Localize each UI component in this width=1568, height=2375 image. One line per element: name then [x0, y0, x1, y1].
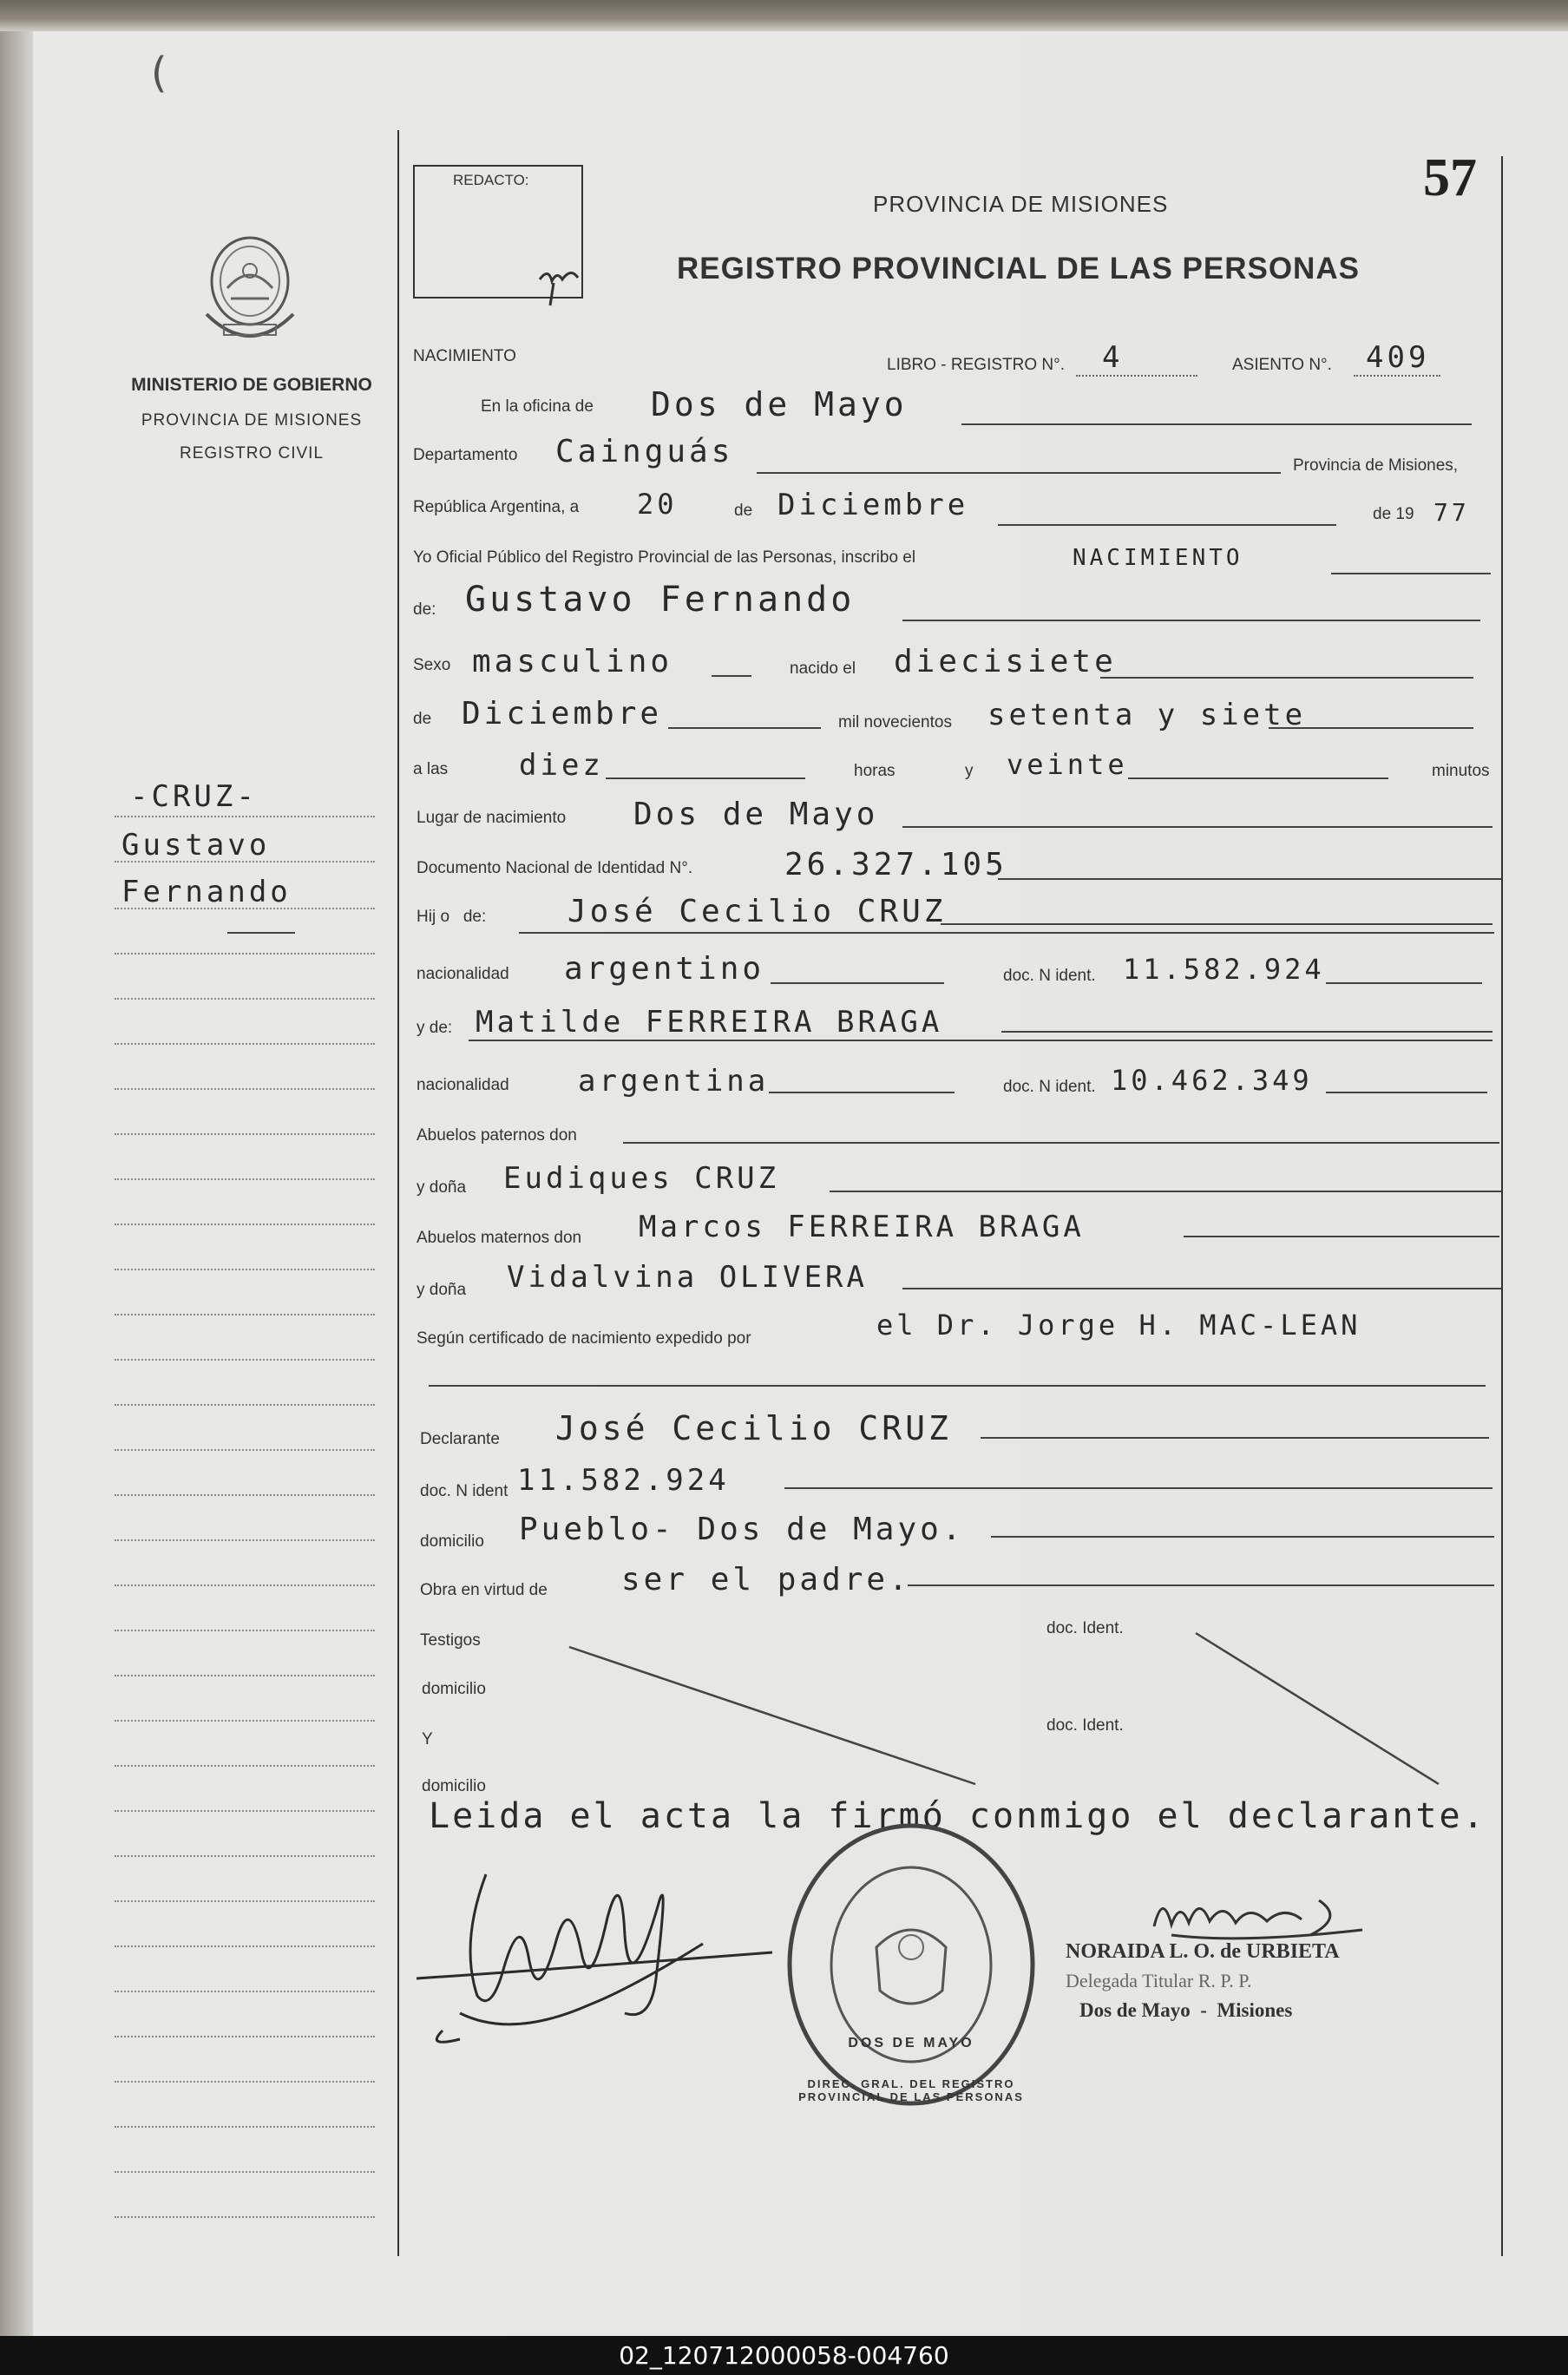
y-label: y [965, 762, 974, 780]
ab-mat-dona-underline [902, 1288, 1501, 1289]
official-stamp [781, 1817, 1041, 2112]
margin-dotted-line [115, 1043, 375, 1045]
alas-label: a las [413, 760, 449, 778]
obra-label: Obra en virtud de [420, 1581, 548, 1599]
mother-underline-2 [469, 1040, 1493, 1041]
redacto-initial-mark [536, 260, 588, 312]
margin-dotted-line [115, 1900, 375, 1902]
nac1-value: argentino [564, 951, 765, 987]
doc2-underline [1326, 1092, 1487, 1093]
nacido-label: nacido el [790, 659, 856, 678]
margin-first-name: Gustavo [121, 828, 271, 863]
republica-label: República Argentina, a [413, 498, 580, 516]
header-title: REGISTRO PROVINCIAL DE LAS PERSONAS [677, 252, 1360, 285]
margin-dotted-line [115, 2171, 375, 2173]
ab-mat-label: Abuelos maternos don [417, 1229, 582, 1247]
yo-underline [1331, 573, 1491, 574]
ab-pat-dona-value: Eudiques CRUZ [503, 1161, 780, 1196]
ab-pat-underline [623, 1142, 1499, 1144]
libro-value: 4 [1102, 340, 1124, 375]
margin-dotted-line [115, 998, 375, 1000]
scan-id-footer: 02_120712000058-004760 [0, 2336, 1568, 2375]
header-province: PROVINCIA DE MISIONES [873, 191, 1169, 217]
margin-dotted-line [115, 2036, 375, 2037]
ab-pat-dona-underline [830, 1191, 1501, 1192]
margin-dotted-line [115, 1314, 375, 1315]
de2-label: de: [413, 600, 436, 619]
doc2-label: doc. N ident. [1003, 1078, 1096, 1096]
mil-underline [1269, 727, 1473, 729]
nac1-label: nacionalidad [417, 965, 509, 983]
hora-underline [606, 777, 805, 779]
yo-value: NACIMIENTO [1073, 545, 1243, 571]
coat-of-arms-emblem [189, 227, 311, 358]
margin-dotted-line [115, 1991, 375, 1992]
child-name-value: Gustavo Fernando [465, 580, 856, 620]
margin-dotted-line [115, 2081, 375, 2083]
margin-dotted-line [115, 1855, 375, 1857]
sexo-underline [712, 675, 751, 677]
margin-dotted-line [115, 1675, 375, 1676]
departamento-underline [757, 472, 1281, 474]
ydona1-label: y doña [417, 1178, 467, 1197]
margin-dotted-line [115, 1720, 375, 1722]
margin-dotted-line [115, 2126, 375, 2128]
asiento-label: ASIENTO N°. [1232, 356, 1332, 374]
mil-value: setenta y siete [987, 698, 1307, 732]
doc-ident-2-label: doc. Ident. [1046, 1716, 1124, 1735]
ministry-label: MINISTERIO DE GOBIERNO [131, 375, 372, 395]
minutos-underline [1128, 777, 1388, 779]
margin-second-name: Fernando [121, 875, 292, 909]
margin-dotted-line [115, 1584, 375, 1586]
de-label: de [734, 502, 753, 520]
margin-underline [227, 932, 295, 934]
margin-surname: -CRUZ- [130, 779, 258, 814]
domicilio-value: Pueblo- Dos de Mayo. [519, 1512, 965, 1547]
father-value: José Cecilio CRUZ [567, 894, 947, 929]
declarante-underline [981, 1437, 1489, 1439]
lugar-underline [902, 826, 1493, 828]
domicilio3-label: domicilio [422, 1777, 486, 1795]
nac2-value: argentina [578, 1064, 770, 1099]
hijo-label: Hij o de: [417, 908, 487, 926]
margin-dotted-line [115, 1539, 375, 1541]
yo-label: Yo Oficial Público del Registro Provincial de las Personas, inscribo el [413, 548, 916, 567]
doc3-underline [784, 1487, 1493, 1489]
cert-value: el Dr. Jorge H. MAC-LEAN [876, 1309, 1361, 1342]
cert-underline [429, 1385, 1486, 1387]
nac1-underline [771, 982, 944, 984]
margin-dotted-line [115, 1765, 375, 1767]
margin-dotted-line [115, 1630, 375, 1631]
margin-dotted-line [115, 861, 375, 863]
margin-dotted-line [115, 1810, 375, 1812]
dni-label: Documento Nacional de Identidad N°. [417, 859, 693, 877]
margin-dotted-line [115, 816, 375, 817]
frame-left-line [397, 130, 399, 2256]
redacto-box [413, 165, 583, 299]
domicilio2-label: domicilio [422, 1680, 486, 1698]
ydona2-label: y doña [417, 1281, 467, 1299]
page-number: 57 [1423, 148, 1477, 207]
domicilio-label: domicilio [420, 1532, 484, 1551]
mother-underline [1001, 1031, 1493, 1033]
closing-statement: Leida el acta la firmó conmigo el declarante. [429, 1796, 1486, 1836]
obra-value: ser el padre. [621, 1562, 911, 1598]
frame-right-line [1501, 156, 1503, 2256]
registry-label: REGISTRO CIVIL [179, 444, 325, 463]
book-edge [0, 0, 1568, 31]
testigos-label: Testigos [420, 1631, 481, 1650]
lugar-value: Dos de Mayo [633, 797, 879, 832]
libro-underline [1076, 375, 1197, 377]
doc-ident-1-label: doc. Ident. [1046, 1619, 1124, 1637]
testigos-strike-lines [555, 1631, 1458, 1788]
stamp-outer-text: DIREC. GRAL. DEL REGISTRO PROVINCIAL DE LAS PERSONAS [798, 2077, 1024, 2103]
nacido-month-underline [668, 727, 821, 729]
sexo-label: Sexo [413, 656, 451, 674]
month-underline [998, 524, 1336, 526]
doc1-value: 11.582.924 [1123, 953, 1325, 986]
doc2-value: 10.462.349 [1111, 1064, 1313, 1097]
nacido-month-value: Diciembre [462, 696, 663, 732]
declarante-label: Declarante [420, 1430, 500, 1448]
hora-value: diez [519, 748, 604, 783]
departamento-value: Cainguás [555, 434, 734, 469]
declarant-signature [408, 1840, 772, 2048]
official-name: NORAIDA L. O. de URBIETA [1066, 1940, 1340, 1963]
ab-mat-don-underline [1184, 1236, 1499, 1237]
nac2-label: nacionalidad [417, 1076, 509, 1094]
margin-dotted-line [115, 1494, 375, 1496]
year-value: 77 [1434, 498, 1470, 527]
father-underline [941, 923, 1493, 925]
domicilio-underline [991, 1536, 1494, 1538]
father-underline-2 [519, 932, 1494, 934]
mother-value: Matilde FERREIRA BRAGA [476, 1005, 943, 1040]
margin-dotted-line [115, 1359, 375, 1361]
doc1-underline [1326, 982, 1482, 984]
name-underline [902, 620, 1480, 621]
nacido-value: diecisiete [894, 644, 1117, 679]
month-value: Diciembre [777, 488, 969, 522]
doc1-label: doc. N ident. [1003, 967, 1096, 985]
margin-dotted-line [115, 1133, 375, 1135]
margin-dotted-line [115, 908, 375, 909]
de3-label: de [413, 710, 432, 728]
pencil-mark: ( [146, 49, 174, 97]
libro-label: LIBRO - REGISTRO N°. [887, 356, 1066, 374]
province-label: PROVINCIA DE MISIONES [141, 411, 363, 430]
margin-dotted-line [115, 1224, 375, 1225]
nacimiento-label: NACIMIENTO [413, 347, 516, 365]
departamento-label: Departamento [413, 446, 518, 464]
year-label: de 19 [1373, 505, 1414, 523]
cert-label: Según certificado de nacimiento expedido por [417, 1329, 751, 1348]
dni-value: 26.327.105 [784, 847, 1007, 882]
asiento-value: 409 [1366, 340, 1430, 375]
stamp-inner-text: DOS DE MAYO [848, 2036, 974, 2050]
mil-label: mil novecientos [838, 713, 952, 732]
margin-dotted-line [115, 1178, 375, 1180]
ab-mat-dona-value: Vidalvina OLIVERA [507, 1260, 868, 1295]
day-value: 20 [637, 488, 678, 521]
margin-dotted-line [115, 1088, 375, 1090]
provincia-label: Provincia de Misiones, [1293, 456, 1459, 475]
nac2-underline [769, 1092, 955, 1093]
official-place: Dos de Mayo - Misiones [1079, 1999, 1293, 2021]
margin-dotted-line [115, 953, 375, 955]
sexo-value: masculino [472, 644, 673, 679]
oficina-label: En la oficina de [481, 397, 594, 416]
doc3-label: doc. N ident [420, 1482, 508, 1500]
margin-dotted-line [115, 2216, 375, 2218]
redacto-label: REDACTO: [453, 172, 529, 188]
margin-dotted-line [115, 1404, 375, 1406]
horas-label: horas [854, 762, 896, 780]
asiento-underline [1354, 375, 1440, 377]
oficina-underline [961, 423, 1472, 425]
yde-label: y de: [417, 1019, 453, 1037]
margin-dotted-line [115, 1449, 375, 1451]
obra-underline [908, 1584, 1494, 1586]
nacido-underline [1100, 677, 1473, 679]
lugar-label: Lugar de nacimiento [417, 809, 567, 827]
minutos-label: minutos [1432, 762, 1490, 780]
doc3-value: 11.582.924 [517, 1463, 730, 1498]
y2-label: Y [422, 1730, 433, 1748]
binding-shadow [0, 31, 33, 2336]
ab-mat-don-value: Marcos FERREIRA BRAGA [639, 1210, 1085, 1244]
official-role: Delegada Titular R. P. P. [1066, 1970, 1252, 1991]
minutos-value: veinte [1007, 748, 1128, 781]
declarante-value: José Cecilio CRUZ [555, 1409, 952, 1447]
margin-dotted-line [115, 1945, 375, 1947]
dni-underline [998, 878, 1501, 880]
margin-dotted-line [115, 1269, 375, 1270]
oficina-value: Dos de Mayo [651, 385, 908, 423]
ab-pat-label: Abuelos paternos don [417, 1126, 577, 1145]
